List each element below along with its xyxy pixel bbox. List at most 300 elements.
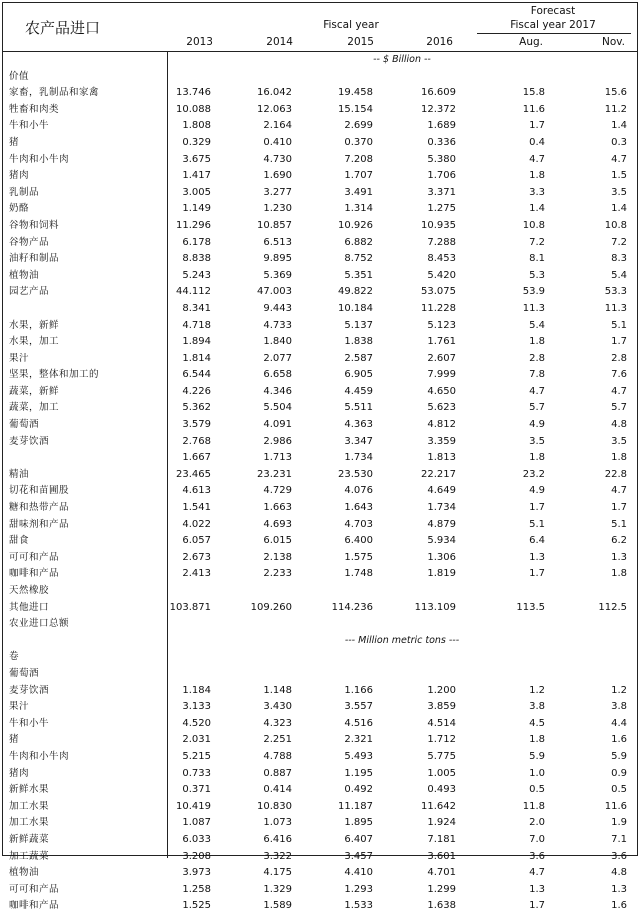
- cell-value: 7.2: [529, 236, 545, 248]
- table-row: [3, 683, 637, 700]
- cell-value: 1.299: [427, 883, 456, 895]
- table-row: [3, 716, 637, 733]
- table-title: 农产品进口: [25, 19, 101, 37]
- cell-value: 103.871: [169, 601, 211, 613]
- cell-value: 4.520: [182, 717, 211, 729]
- cell-value: 10.8: [522, 219, 545, 231]
- table-row: [3, 533, 637, 550]
- cell-value: 4.175: [263, 867, 292, 879]
- cell-value: 1.689: [427, 120, 456, 132]
- cell-value: 1.3: [611, 883, 627, 895]
- forecast-year-label: Fiscal year 2017: [510, 19, 596, 31]
- unit-row: [3, 633, 637, 650]
- row-label: 坚果，整体和加工的: [9, 369, 100, 381]
- table-row: [3, 649, 637, 666]
- column-header: 2014: [266, 36, 293, 48]
- row-label: 果汁: [9, 701, 30, 713]
- cell-value: 6.882: [344, 236, 373, 248]
- cell-value: 1.230: [263, 203, 292, 215]
- cell-value: 5.215: [182, 750, 211, 762]
- cell-value: 4.703: [344, 518, 373, 530]
- cell-value: 6.2: [611, 535, 627, 547]
- cell-value: 3.005: [182, 186, 211, 198]
- cell-value: 1.6: [611, 734, 627, 746]
- table-row: [3, 500, 637, 517]
- row-label: 可可和产品: [9, 551, 60, 563]
- row-label: 新鲜蔬菜: [9, 833, 50, 845]
- table-row: [3, 699, 637, 716]
- cell-value: 5.351: [344, 269, 373, 281]
- table-body: [3, 52, 637, 915]
- cell-value: 6.407: [344, 833, 373, 845]
- cell-value: 3.371: [427, 186, 456, 198]
- cell-value: 6.4: [529, 535, 545, 547]
- cell-value: 5.369: [263, 269, 292, 281]
- cell-value: 4.718: [182, 319, 211, 331]
- cell-value: 1.838: [344, 336, 373, 348]
- cell-value: 8.341: [182, 302, 211, 314]
- cell-value: 1.0: [529, 767, 545, 779]
- cell-value: 23.231: [257, 468, 292, 480]
- row-label: 糖和热带产品: [9, 502, 70, 514]
- cell-value: 1.734: [344, 452, 373, 464]
- cell-value: 11.2: [604, 103, 627, 115]
- cell-value: 44.112: [176, 286, 211, 298]
- cell-value: 11.296: [176, 219, 211, 231]
- table-row: [3, 550, 637, 567]
- cell-value: 11.8: [522, 800, 545, 812]
- cell-value: 11.3: [604, 302, 627, 314]
- cell-value: 10.184: [338, 302, 373, 314]
- cell-value: 10.830: [257, 800, 292, 812]
- cell-value: 1.8: [611, 452, 627, 464]
- cell-value: 5.7: [529, 402, 545, 414]
- cell-value: 11.6: [604, 800, 627, 812]
- cell-value: 2.0: [529, 817, 545, 829]
- row-label: 蔬菜，新鲜: [9, 385, 60, 397]
- column-header: Aug.: [519, 36, 543, 48]
- cell-value: 15.154: [338, 103, 373, 115]
- cell-value: 10.088: [176, 103, 211, 115]
- cell-value: 4.9: [529, 485, 545, 497]
- cell-value: 1.813: [427, 452, 456, 464]
- cell-value: 3.601: [427, 850, 456, 862]
- table-row: [3, 351, 637, 368]
- cell-value: 0.410: [263, 136, 292, 148]
- cell-value: 5.362: [182, 402, 211, 414]
- cell-value: 9.895: [263, 253, 292, 265]
- row-label: 猪: [9, 734, 20, 746]
- cell-value: 7.6: [611, 369, 627, 381]
- table-row: [3, 152, 637, 169]
- cell-value: 1.200: [427, 684, 456, 696]
- row-label: 水果，新鲜: [9, 319, 60, 331]
- table-row: [3, 566, 637, 583]
- cell-value: 4.650: [427, 385, 456, 397]
- cell-value: 4.516: [344, 717, 373, 729]
- table-row: [3, 185, 637, 202]
- row-label: 猪肉: [9, 170, 30, 182]
- table-row: [3, 201, 637, 218]
- cell-value: 4.8: [611, 867, 627, 879]
- cell-value: 2.8: [529, 352, 545, 364]
- table-row: [3, 732, 637, 749]
- row-label: 奶酪: [9, 203, 30, 215]
- cell-value: 1.195: [344, 767, 373, 779]
- cell-value: 10.8: [604, 219, 627, 231]
- table-row: [3, 766, 637, 783]
- table-row: [3, 102, 637, 119]
- row-label: 植物油: [9, 867, 40, 879]
- cell-value: 5.243: [182, 269, 211, 281]
- cell-value: 4.8: [611, 419, 627, 431]
- cell-value: 4.363: [344, 419, 373, 431]
- table-row: [3, 85, 637, 102]
- column-header: Nov.: [601, 36, 625, 48]
- cell-value: 4.613: [182, 485, 211, 497]
- cell-value: 4.7: [611, 485, 627, 497]
- cell-value: 6.057: [182, 535, 211, 547]
- row-label: 园艺产品: [9, 286, 50, 298]
- cell-value: 5.7: [611, 402, 627, 414]
- table-row: [3, 517, 637, 534]
- cell-value: 1.575: [344, 551, 373, 563]
- cell-value: 1.005: [427, 767, 456, 779]
- row-label: 其他进口: [9, 601, 50, 613]
- cell-value: 4.879: [427, 518, 456, 530]
- row-label: 水果，加工: [9, 336, 60, 348]
- table-row: [3, 135, 637, 152]
- cell-value: 4.730: [263, 153, 292, 165]
- column-header: 2015: [347, 36, 374, 48]
- cell-value: 3.347: [344, 435, 373, 447]
- cell-value: 1.2: [611, 684, 627, 696]
- cell-value: 0.3: [611, 136, 627, 148]
- cell-value: 2.164: [263, 120, 292, 132]
- cell-value: 5.1: [611, 319, 627, 331]
- table-row: [3, 318, 637, 335]
- cell-value: 6.544: [182, 369, 211, 381]
- cell-value: 7.8: [529, 369, 545, 381]
- cell-value: 15.6: [604, 87, 627, 99]
- cell-value: 47.003: [257, 286, 292, 298]
- cell-value: 3.3: [529, 186, 545, 198]
- cell-value: 0.5: [611, 784, 627, 796]
- cell-value: 3.491: [344, 186, 373, 198]
- cell-value: 53.9: [522, 286, 545, 298]
- cell-value: 3.133: [182, 701, 211, 713]
- cell-value: 0.414: [263, 784, 292, 796]
- fiscal-year-label: Fiscal year: [323, 19, 379, 31]
- table-row: [3, 799, 637, 816]
- cell-value: 3.277: [263, 186, 292, 198]
- table-row: [3, 367, 637, 384]
- table-row: [3, 218, 637, 235]
- cell-value: 1.258: [182, 883, 211, 895]
- cell-value: 2.986: [263, 435, 292, 447]
- cell-value: 2.233: [263, 568, 292, 580]
- cell-value: 9.443: [263, 302, 292, 314]
- cell-value: 0.492: [344, 784, 373, 796]
- row-label: 咖啡和产品: [9, 568, 60, 580]
- cell-value: 1.808: [182, 120, 211, 132]
- cell-value: 4.812: [427, 419, 456, 431]
- table-row: [3, 334, 637, 351]
- cell-value: 3.208: [182, 850, 211, 862]
- cell-value: 16.609: [421, 87, 456, 99]
- forecast-label: Forecast: [530, 5, 576, 17]
- table-row: [3, 849, 637, 866]
- cell-value: 49.822: [338, 286, 373, 298]
- cell-value: 1.417: [182, 170, 211, 182]
- cell-value: 1.184: [182, 684, 211, 696]
- cell-value: 19.458: [338, 87, 373, 99]
- cell-value: 1.712: [427, 734, 456, 746]
- cell-value: 1.306: [427, 551, 456, 563]
- cell-value: 5.4: [529, 319, 545, 331]
- cell-value: 5.511: [344, 402, 373, 414]
- cell-value: 1.314: [344, 203, 373, 215]
- cell-value: 4.693: [263, 518, 292, 530]
- cell-value: 0.336: [427, 136, 456, 148]
- table-row: [3, 882, 637, 899]
- cell-value: 5.1: [611, 518, 627, 530]
- row-label: 葡萄酒: [9, 419, 40, 431]
- cell-value: 4.7: [529, 385, 545, 397]
- cell-value: 23.465: [176, 468, 211, 480]
- cell-value: 3.8: [611, 701, 627, 713]
- cell-value: 1.9: [611, 817, 627, 829]
- cell-value: 5.9: [529, 750, 545, 762]
- table-row: [3, 118, 637, 135]
- cell-value: 3.579: [182, 419, 211, 431]
- cell-value: 4.649: [427, 485, 456, 497]
- cell-value: 11.228: [421, 302, 456, 314]
- table-row: [3, 616, 637, 633]
- cell-value: 3.322: [263, 850, 292, 862]
- cell-value: 4.410: [344, 867, 373, 879]
- row-label: 甜食: [9, 535, 30, 547]
- row-label: 油籽和制品: [9, 253, 60, 265]
- cell-value: 10.419: [176, 800, 211, 812]
- cell-value: 1.7: [529, 502, 545, 514]
- cell-value: 1.6: [611, 900, 627, 912]
- cell-value: 1.819: [427, 568, 456, 580]
- cell-value: 1.7: [529, 568, 545, 580]
- cell-value: 5.9: [611, 750, 627, 762]
- cell-value: 4.226: [182, 385, 211, 397]
- cell-value: 1.533: [344, 900, 373, 912]
- table-row: [3, 749, 637, 766]
- table-row: [3, 583, 637, 600]
- cell-value: 112.5: [598, 601, 627, 613]
- cell-value: 3.557: [344, 701, 373, 713]
- table-row: [3, 417, 637, 434]
- cell-value: 6.400: [344, 535, 373, 547]
- row-label: 加工水果: [9, 817, 50, 829]
- row-label: 麦芽饮酒: [9, 435, 50, 447]
- cell-value: 23.2: [522, 468, 545, 480]
- row-label: 乳制品: [9, 186, 40, 198]
- cell-value: 1.7: [529, 120, 545, 132]
- cell-value: 6.178: [182, 236, 211, 248]
- table-row: [3, 898, 637, 915]
- cell-value: 6.015: [263, 535, 292, 547]
- cell-value: 10.935: [421, 219, 456, 231]
- cell-value: 12.063: [257, 103, 292, 115]
- cell-value: 8.838: [182, 253, 211, 265]
- cell-value: 2.768: [182, 435, 211, 447]
- cell-value: 5.504: [263, 402, 292, 414]
- cell-value: 1.667: [182, 452, 211, 464]
- cell-value: 7.208: [344, 153, 373, 165]
- row-label: 猪肉: [9, 767, 30, 779]
- row-label: 麦芽饮酒: [9, 684, 50, 696]
- cell-value: 1.713: [263, 452, 292, 464]
- cell-value: 3.859: [427, 701, 456, 713]
- cell-value: 0.493: [427, 784, 456, 796]
- cell-value: 7.1: [611, 833, 627, 845]
- cell-value: 15.8: [522, 87, 545, 99]
- cell-value: 4.7: [529, 867, 545, 879]
- cell-value: 4.514: [427, 717, 456, 729]
- cell-value: 1.924: [427, 817, 456, 829]
- cell-value: 4.459: [344, 385, 373, 397]
- cell-value: 2.607: [427, 352, 456, 364]
- unit-row: [3, 52, 637, 69]
- cell-value: 16.042: [257, 87, 292, 99]
- cell-value: 3.675: [182, 153, 211, 165]
- cell-value: 3.5: [611, 435, 627, 447]
- row-label: 加工蔬菜: [9, 850, 50, 862]
- cell-value: 1.761: [427, 336, 456, 348]
- cell-value: 1.690: [263, 170, 292, 182]
- cell-value: 2.8: [611, 352, 627, 364]
- cell-value: 0.5: [529, 784, 545, 796]
- cell-value: 109.260: [250, 601, 292, 613]
- cell-value: 113.109: [414, 601, 456, 613]
- cell-value: 0.371: [182, 784, 211, 796]
- cell-value: 1.275: [427, 203, 456, 215]
- unit-label: --- Million metric tons ---: [344, 634, 460, 646]
- cell-value: 3.5: [529, 435, 545, 447]
- cell-value: 53.3: [604, 286, 627, 298]
- cell-value: 8.752: [344, 253, 373, 265]
- cell-value: 2.699: [344, 120, 373, 132]
- cell-value: 1.2: [529, 684, 545, 696]
- table-row: [3, 434, 637, 451]
- row-label: 农业进口总额: [9, 618, 70, 630]
- row-label: 牛肉和小牛肉: [9, 153, 70, 165]
- cell-value: 1.293: [344, 883, 373, 895]
- cell-value: 1.5: [611, 170, 627, 182]
- cell-value: 3.5: [611, 186, 627, 198]
- cell-value: 4.7: [611, 385, 627, 397]
- cell-value: 1.3: [529, 551, 545, 563]
- cell-value: 1.8: [529, 452, 545, 464]
- table-row: [3, 251, 637, 268]
- cell-value: 1.7: [611, 336, 627, 348]
- cell-value: 3.457: [344, 850, 373, 862]
- cell-value: 5.123: [427, 319, 456, 331]
- column-header: 2016: [426, 36, 453, 48]
- row-label: 牛和小牛: [9, 120, 50, 132]
- cell-value: 4.091: [263, 419, 292, 431]
- row-label: 蔬菜，加工: [9, 402, 60, 414]
- row-label: 甜味剂和产品: [9, 518, 70, 530]
- cell-value: 5.1: [529, 518, 545, 530]
- cell-value: 1.087: [182, 817, 211, 829]
- row-label: 新鲜水果: [9, 784, 50, 796]
- table-row: [3, 832, 637, 849]
- cell-value: 23.530: [338, 468, 373, 480]
- cell-value: 8.3: [611, 253, 627, 265]
- table-row: [3, 384, 637, 401]
- cell-value: 3.359: [427, 435, 456, 447]
- cell-value: 4.701: [427, 867, 456, 879]
- row-label: 家畜，乳制品和家禽: [9, 87, 100, 99]
- cell-value: 1.149: [182, 203, 211, 215]
- cell-value: 1.148: [263, 684, 292, 696]
- row-label: 植物油: [9, 269, 40, 281]
- cell-value: 0.370: [344, 136, 373, 148]
- cell-value: 6.905: [344, 369, 373, 381]
- row-label: 卷: [9, 651, 20, 663]
- row-label: 切花和苗圃股: [9, 485, 70, 497]
- cell-value: 4.076: [344, 485, 373, 497]
- cell-value: 7.0: [529, 833, 545, 845]
- table-row: [3, 69, 637, 86]
- row-label: 谷物产品: [9, 236, 50, 248]
- cell-value: 11.3: [522, 302, 545, 314]
- cell-value: 4.4: [611, 717, 627, 729]
- cell-value: 1.3: [611, 551, 627, 563]
- cell-value: 13.746: [176, 87, 211, 99]
- cell-value: 0.4: [529, 136, 545, 148]
- row-label: 加工水果: [9, 800, 50, 812]
- table-row: [3, 782, 637, 799]
- cell-value: 4.733: [263, 319, 292, 331]
- row-label: 可可和产品: [9, 883, 60, 895]
- cell-value: 7.288: [427, 236, 456, 248]
- cell-value: 2.587: [344, 352, 373, 364]
- cell-value: 1.663: [263, 502, 292, 514]
- row-label: 猪: [9, 136, 20, 148]
- cell-value: 5.420: [427, 269, 456, 281]
- cell-value: 3.8: [529, 701, 545, 713]
- table-row: [3, 467, 637, 484]
- forecast-divider: [477, 33, 631, 34]
- row-label: 牲畜和肉类: [9, 103, 60, 115]
- cell-value: 1.8: [529, 734, 545, 746]
- row-label: 牛肉和小牛肉: [9, 750, 70, 762]
- cell-value: 4.323: [263, 717, 292, 729]
- unit-label: -- $ Billion --: [373, 54, 431, 65]
- cell-value: 11.6: [522, 103, 545, 115]
- cell-value: 53.075: [421, 286, 456, 298]
- cell-value: 1.7: [611, 502, 627, 514]
- cell-value: 5.623: [427, 402, 456, 414]
- table-row: [3, 600, 637, 617]
- cell-value: 114.236: [331, 601, 373, 613]
- cell-value: 7.181: [427, 833, 456, 845]
- table-row: [3, 666, 637, 683]
- cell-value: 12.372: [421, 103, 456, 115]
- cell-value: 1.734: [427, 502, 456, 514]
- table-row: [3, 301, 637, 318]
- cell-value: 3.6: [529, 850, 545, 862]
- cell-value: 1.589: [263, 900, 292, 912]
